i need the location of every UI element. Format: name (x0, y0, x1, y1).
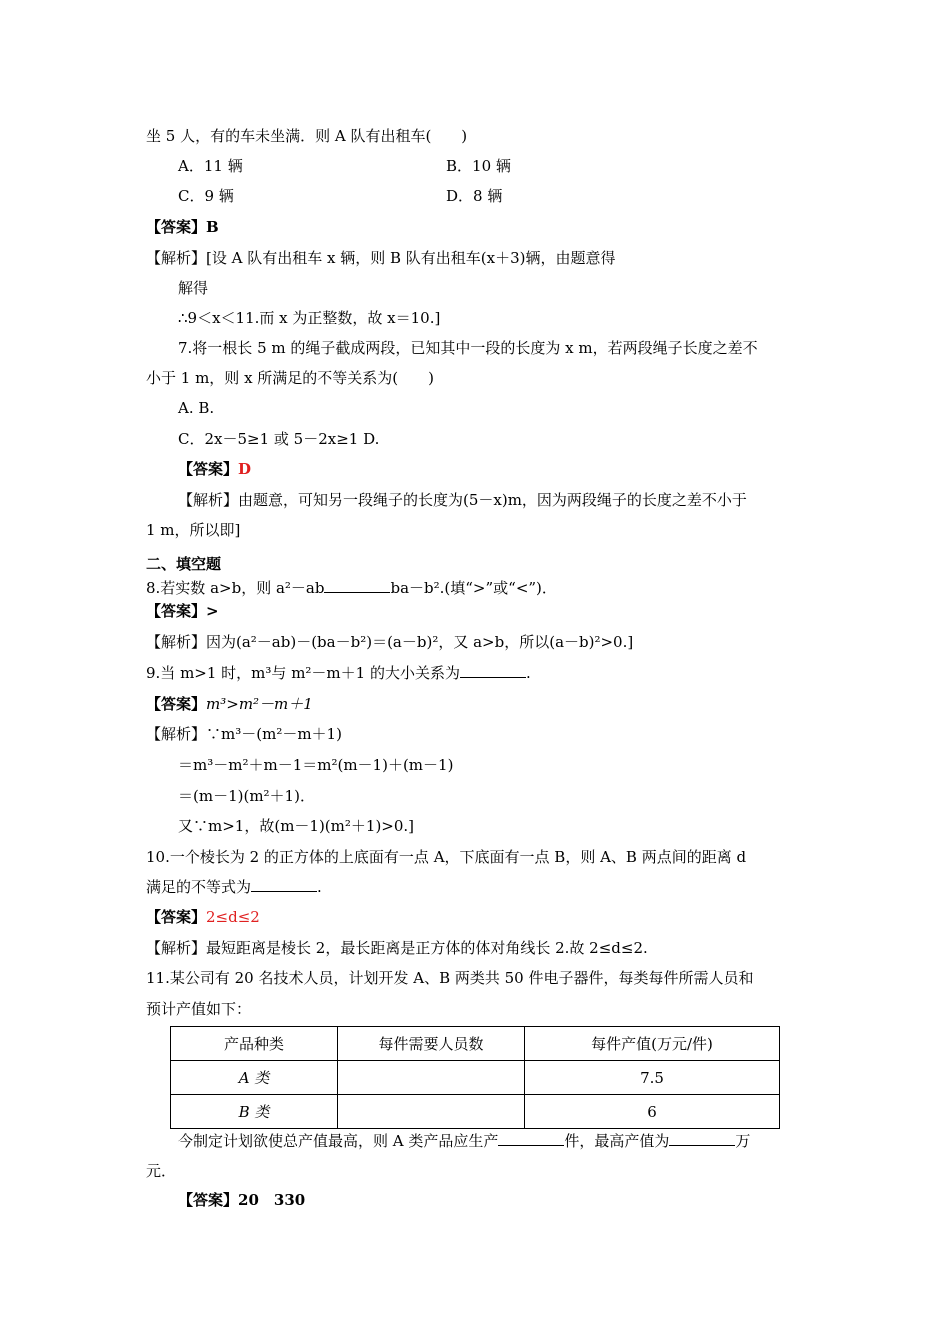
q11-stem-line-2: 预计产值如下： (146, 1000, 252, 1018)
table-cell: 6 (525, 1095, 780, 1129)
q7-stem-line-1: 7.将一根长 5 m 的绳子截成两段，已知其中一段的长度为 x m，若两段绳子长度之差不 (178, 339, 758, 357)
analysis-label: 【解析】 (146, 249, 207, 267)
q7-analysis-line-1: 【解析】由题意，可知另一段绳子的长度为(5－x)m，因为两段绳子的长度之差不小于 (178, 491, 747, 509)
answer-value: 20 330 (238, 1191, 306, 1209)
q6-option-a: A．11 辆 (178, 157, 243, 175)
q10-stem-part-1: 满足的不等式为 (146, 878, 252, 896)
answer-label: 【答案】 (146, 908, 207, 926)
table-row (171, 1095, 780, 1129)
q7-options-cd: C．2x－5≥1 或 5－2x≥1 D. (178, 430, 380, 448)
q9-stem (146, 663, 531, 683)
q10-stem-part-2: . (317, 878, 322, 896)
table-cell: 7.5 (525, 1061, 780, 1095)
q8-stem-part-1: 8.若实数 a>b，则 a²－ab (146, 579, 325, 597)
answer-value: B (206, 218, 219, 236)
answer-label: 【答案】 (178, 1191, 239, 1209)
q7-answer (178, 459, 251, 479)
answer-label: 【答案】 (178, 460, 239, 478)
q6-option-d: D．8 辆 (446, 187, 503, 205)
q8-answer-blank (324, 578, 390, 593)
q8-stem-part-2: ba－b².(填“>”或“<”)． (390, 579, 557, 597)
analysis-line-1: [设 A 队有出租车 x 辆，则 B 队有出租车(x＋3)辆，由题意得 (206, 249, 616, 267)
q6-analysis (146, 248, 616, 268)
q11-stem-line-4: 元． (146, 1162, 177, 1180)
answer-label: 【答案】 (146, 218, 207, 236)
table-cell: B 类 (171, 1095, 338, 1129)
q6-option-b: B．10 辆 (446, 157, 511, 175)
q8-answer (146, 601, 219, 621)
section-title-fill-in: 二、填空题 (146, 555, 222, 573)
q11-stem-line-1: 11.某公司有 20 名技术人员，计划开发 A、B 两类共 50 件电子器件，每类每件所需人员和 (146, 969, 754, 987)
table-header-cell: 每件需要人员数 (338, 1027, 525, 1061)
q7-options-ab: A. B. (178, 399, 215, 417)
q8-stem (146, 578, 557, 598)
q6-analysis-line-3: ∴9＜x＜11.而 x 为正整数，故 x＝10.] (178, 309, 441, 327)
answer-value: m³>m²－m＋1 (206, 695, 313, 713)
answer-label: 【答案】 (146, 695, 207, 713)
q6-stem: 坐 5 人，有的车未坐满．则 A 队有出租车( ) (146, 127, 468, 145)
q6-analysis-line-2: 解得 (178, 279, 209, 297)
q7-analysis-line-2: 1 m，所以即] (146, 521, 241, 539)
q9-stem-part-2: . (525, 664, 531, 682)
q11-answer (178, 1190, 305, 1210)
q11-stem-part-3: 万 (735, 1132, 751, 1150)
q6-answer (146, 217, 219, 237)
q6-option-c: C．9 辆 (178, 187, 234, 205)
answer-value: D (238, 460, 252, 478)
q11-answer-blank-2 (669, 1131, 735, 1146)
q11-product-table (170, 1026, 780, 1129)
q11-stem-line-3 (178, 1131, 750, 1151)
table-cell (338, 1095, 525, 1129)
q9-analysis-line-2: ＝m³－m²＋m－1＝m²(m－1)＋(m－1) (178, 756, 454, 774)
q9-analysis-line-1: 【解析】∵m³－(m²－m＋1) (146, 725, 342, 743)
q10-answer-blank (251, 877, 317, 892)
q9-answer-blank (460, 663, 526, 678)
q9-analysis-line-4: 又∵m>1，故(m－1)(m²＋1)>0.] (178, 817, 415, 835)
q10-stem-line-2 (146, 877, 322, 897)
answer-value: > (206, 602, 219, 620)
table-header-cell: 每件产值(万元/件) (525, 1027, 780, 1061)
table-cell: A 类 (171, 1061, 338, 1095)
q7-stem-line-2: 小于 1 m，则 x 所满足的不等关系为( ) (146, 369, 435, 387)
q10-analysis: 【解析】最短距离是棱长 2，最长距离是正方体的体对角线长 2.故 2≤d≤2. (146, 939, 648, 957)
answer-value: 2≤d≤2 (206, 908, 260, 926)
q10-answer (146, 907, 260, 927)
table-cell (338, 1061, 525, 1095)
q11-stem-part-2: 件，最高产值为 (564, 1132, 670, 1150)
answer-label: 【答案】 (146, 602, 207, 620)
table-header-cell: 产品种类 (171, 1027, 338, 1061)
q10-stem-line-1: 10.一个棱长为 2 的正方体的上底面有一点 A，下底面有一点 B，则 A、B 两点间的距离 d (146, 848, 747, 866)
q9-analysis-line-3: ＝(m－1)(m²＋1)． (178, 787, 315, 805)
table-row (171, 1061, 780, 1095)
q9-stem-part-1: 9.当 m>1 时，m³与 m²－m＋1 的大小关系为 (146, 664, 460, 682)
q8-analysis: 【解析】因为(a²－ab)－(ba－b²)＝(a－b)²，又 a>b，所以(a－b)²>0.] (146, 633, 634, 651)
table-header-row (171, 1027, 780, 1061)
q9-answer (146, 694, 313, 714)
q11-stem-part-1: 今制定计划欲使总产值最高，则 A 类产品应生产 (178, 1132, 499, 1150)
q11-answer-blank-1 (498, 1131, 564, 1146)
